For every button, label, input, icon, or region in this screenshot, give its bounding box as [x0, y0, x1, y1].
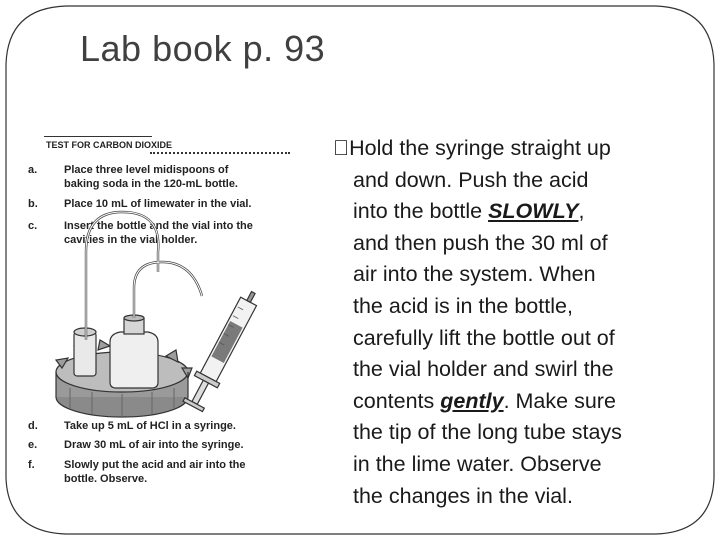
instruction-line-7: carefully lift the bottle out of	[353, 325, 615, 350]
step-a: a. Place three level midispoons of baking soda in the 120-mL bottle.	[28, 164, 238, 190]
heading-rule-top	[44, 136, 152, 137]
figure-heading: TEST FOR CARBON DIOXIDE	[46, 140, 173, 150]
instruction-line-3: into the bottle SLOWLY,	[353, 199, 585, 224]
emphasis-slowly: SLOWLY	[488, 199, 579, 224]
step-c: c. Insert the bottle and the vial into the cavities in the vial holder.	[28, 220, 253, 246]
syringe-icon	[181, 286, 265, 412]
instruction-text	[333, 133, 693, 512]
bottle-icon	[110, 315, 158, 388]
lab-book-figure	[28, 128, 300, 504]
heading-dotted-leader	[150, 142, 290, 154]
slide-title: Lab book p. 93	[80, 28, 326, 69]
step-e: e. Draw 30 mL of air into the syringe.	[28, 439, 244, 451]
instruction-line-5: air into the system. When	[353, 262, 596, 287]
instruction-line-8: the vial holder and swirl the	[353, 357, 614, 382]
step-f: f. Slowly put the acid and air into the bottle. Observe.	[28, 459, 246, 485]
bullet-icon	[333, 136, 349, 160]
instruction-line-11: in the lime water. Observe	[353, 451, 602, 476]
instruction-line-2: and down. Push the acid	[353, 167, 589, 192]
instruction-line-6: the acid is in the bottle,	[353, 293, 573, 318]
instruction-line-12: the changes in the vial.	[353, 483, 573, 508]
instruction-line-4: and then push the 30 ml of	[353, 230, 608, 255]
instruction-line-10: the tip of the long tube stays	[353, 420, 622, 445]
apparatus-illustration	[52, 192, 292, 422]
step-d: d. Take up 5 mL of HCl in a syringe.	[28, 420, 236, 432]
emphasis-gently: gently	[440, 388, 504, 413]
step-b: b. Place 10 mL of limewater in the vial.	[28, 198, 252, 210]
instruction-line-1: Hold the syringe straight up	[333, 136, 595, 160]
instruction-line-9: contents gently. Make sure	[353, 388, 616, 413]
